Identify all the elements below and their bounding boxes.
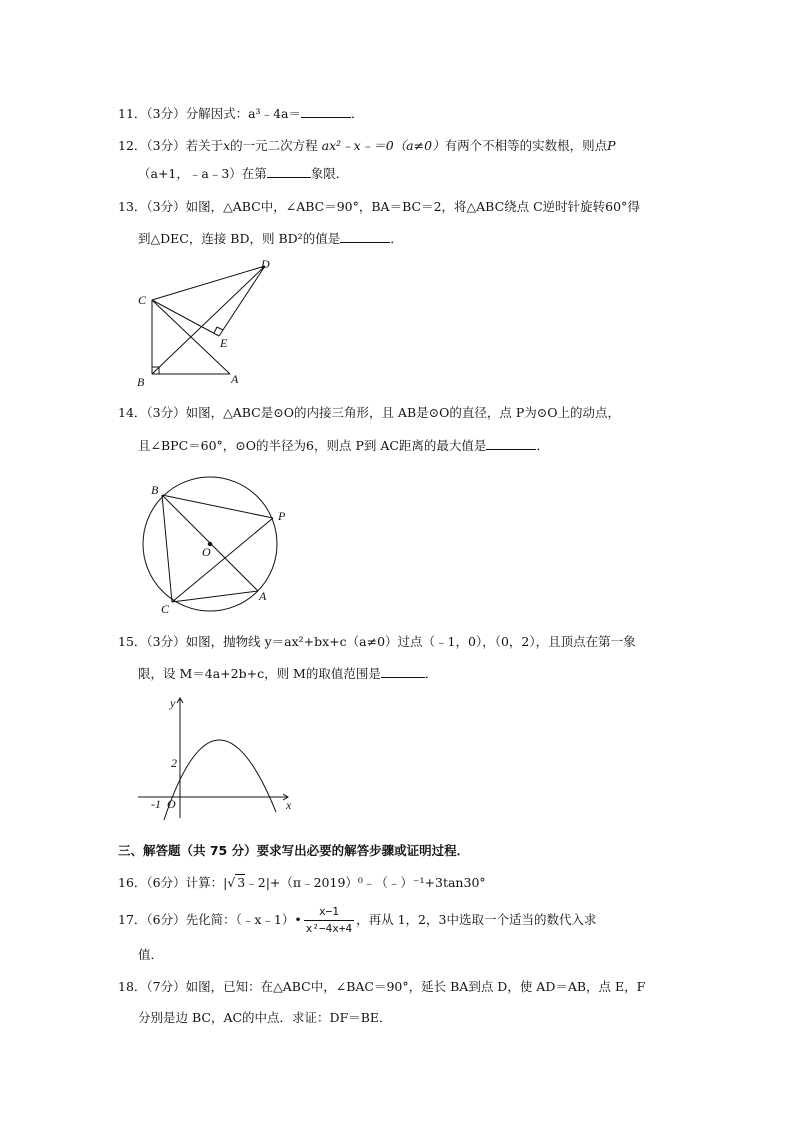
section-3-heading: 三、解答题（共 75 分）要求写出必要的解答步骤或证明过程．	[118, 843, 470, 858]
fraction-denominator: x²−4x+4	[305, 922, 353, 935]
q14-text: 且∠BPC＝60°，⊙O的半径为6，则点 P到 AC距离的最大值是	[138, 438, 487, 453]
answer-blank	[486, 438, 536, 450]
label-A: A	[231, 372, 239, 386]
q17-prefix: 17．（6分）先化简：（﹣x﹣1）•	[118, 912, 302, 927]
label-B: B	[137, 375, 145, 389]
label-C: C	[161, 602, 170, 616]
q15-text: 限，设 M＝4a+2b+c，则 M的取值范围是	[138, 666, 381, 681]
q12-var-x: x	[223, 138, 231, 153]
q16-prefix: 16．（6分）计算：|	[118, 875, 228, 890]
label-A: A	[259, 589, 267, 603]
question-12-line1	[118, 138, 616, 154]
q11-prefix: 11．（3分）分解因式：	[118, 106, 249, 121]
question-15-line2	[138, 666, 437, 682]
q14-figure	[130, 470, 300, 620]
q11-expr: a³﹣4a＝	[248, 106, 301, 121]
question-11	[118, 106, 364, 122]
label-D: D	[261, 257, 270, 271]
y-axis-label: y	[170, 696, 176, 710]
question-12-line2	[138, 166, 348, 182]
q12-point-p: P	[607, 138, 616, 153]
q17-suffix: ，再从 1，2，3中选取一个适当的数代入求	[356, 912, 597, 927]
q12-text-e: 有两个不相等的实数根，则点	[444, 138, 608, 153]
q11-end: ．	[350, 106, 364, 121]
q15-figure	[130, 692, 300, 822]
question-18-line2: 分别是边 BC，AC的中点．求证：DF＝BE．	[138, 1010, 392, 1025]
answer-blank	[340, 231, 390, 243]
q12-quadrant: 象限．	[310, 166, 349, 181]
question-16	[118, 875, 486, 891]
label-origin: O	[167, 797, 176, 811]
q13-figure	[130, 256, 280, 390]
label-C: C	[138, 293, 147, 307]
question-17-line2: 值．	[138, 947, 164, 962]
q12-text-a: 12．（3分）若关于	[118, 138, 224, 153]
label-B: B	[151, 483, 159, 497]
label-neg1: -1	[151, 797, 161, 811]
q14-end: ．	[536, 438, 549, 453]
answer-blank	[381, 666, 425, 678]
q15-end: ．	[424, 666, 438, 681]
q12-coords: （a+1，﹣a﹣3）在第	[138, 166, 267, 181]
question-14-line2	[138, 438, 549, 454]
q16-sqrt-arg: 3	[237, 875, 246, 890]
q13-text: 到△DEC，连接 BD，则 BD²的值是	[138, 231, 341, 246]
question-18-line1: 18．（7分）如图，已知：在△ABC中，∠BAC＝90°，延长 BA到点 D，使 AD＝AB，点 E，F	[118, 979, 646, 994]
q13-end: ．	[390, 231, 403, 246]
answer-blank	[267, 166, 311, 178]
question-14-line1: 14．（3分）如图，△ABC是⊙O的内接三角形，且 AB是⊙O的直径，点 P为⊙O上的动点，	[118, 405, 620, 420]
label-E: E	[220, 336, 228, 350]
question-15-line1: 15．（3分）如图，抛物线 y＝ax²+bx+c（a≠0）过点（﹣1，0），（0，2），且顶点在第一象	[118, 634, 636, 649]
label-P: P	[278, 509, 286, 523]
label-O: O	[202, 545, 211, 559]
fraction-numerator: x−1	[304, 904, 354, 921]
label-two: 2	[171, 756, 177, 770]
sqrt-sign: √	[227, 875, 236, 890]
x-axis-label: x	[286, 798, 292, 812]
question-17-line1	[118, 904, 596, 937]
answer-blank	[301, 106, 351, 118]
question-13-line2	[138, 231, 403, 247]
q17-fraction	[304, 904, 354, 937]
question-13-line1: 13．（3分）如图，△ABC中，∠ABC＝90°，BA＝BC＝2，将△ABC绕点 C逆时针旋转60°得	[118, 199, 640, 214]
q16-rest: ﹣2|+（π﹣2019）⁰﹣（﹣）⁻¹+3tan30°	[245, 875, 486, 890]
q12-text-c: 的一元二次方程	[230, 138, 318, 153]
q12-equation: ax²﹣x﹣＝0（a≠0）	[321, 138, 445, 153]
